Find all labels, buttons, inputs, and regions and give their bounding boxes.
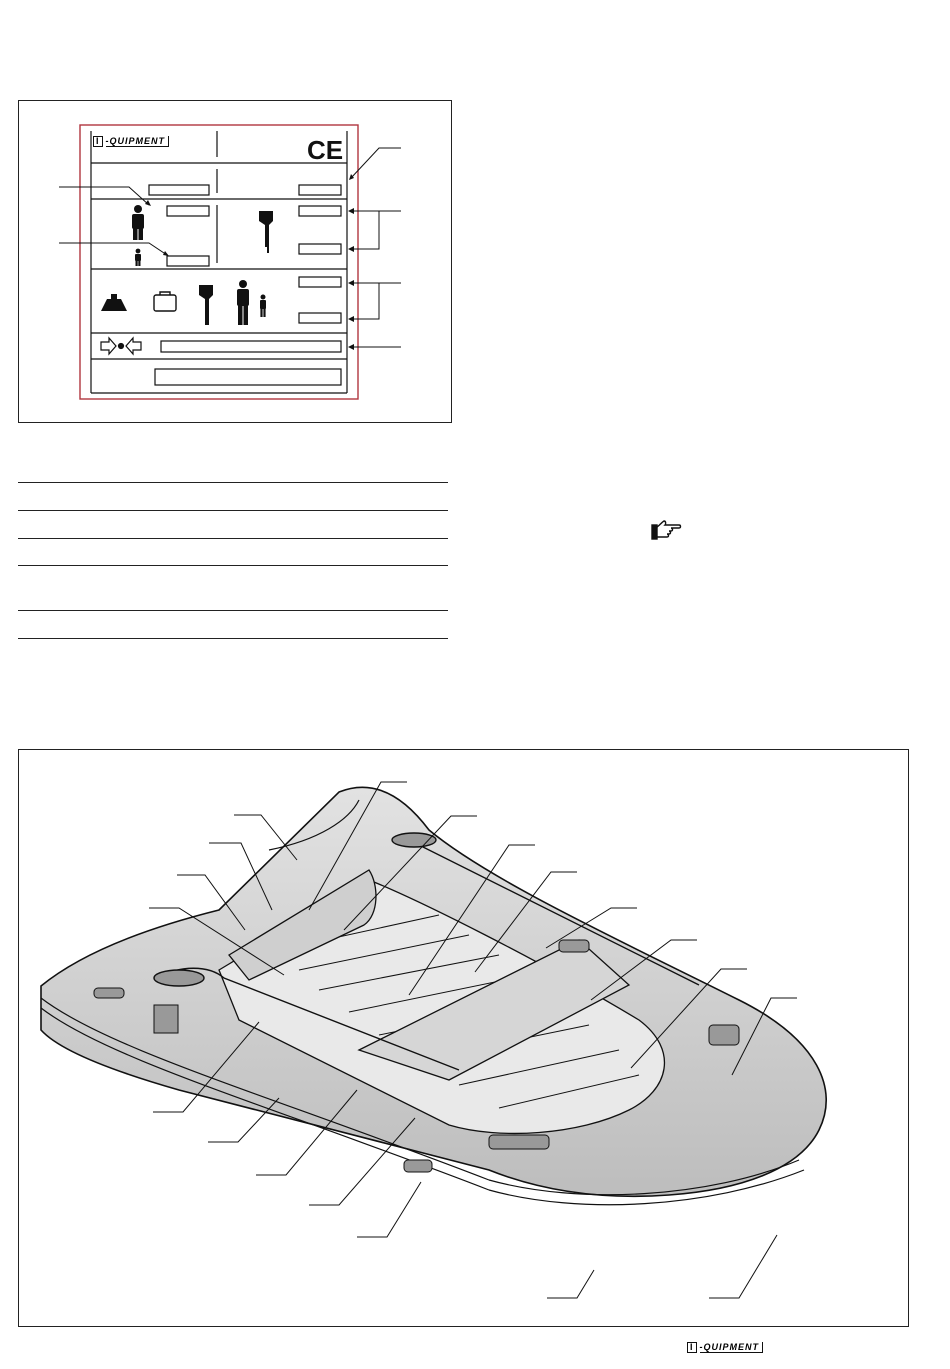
table-rule	[18, 538, 448, 539]
footer-logo	[687, 1342, 763, 1353]
footer-logo-box: I	[687, 1342, 697, 1353]
boat-drawing	[19, 750, 910, 1328]
child-person-icon	[135, 249, 141, 266]
adult-person-icon	[132, 205, 144, 240]
plate-logo-word: -QUIPMENT	[106, 136, 170, 147]
pointing-hand-icon	[650, 519, 686, 541]
luggage-icon	[154, 292, 176, 311]
outboard-motor-icon	[259, 211, 273, 253]
motor-icon	[199, 285, 213, 325]
plate-outline	[80, 125, 358, 399]
boat-figure	[18, 749, 909, 1327]
plate-logo-box: I	[93, 136, 103, 147]
table-rule	[18, 482, 448, 483]
table-rule	[18, 510, 448, 511]
pressure-arrows-icon	[101, 338, 141, 354]
table-rule	[18, 610, 448, 611]
plate-logo	[93, 136, 169, 147]
table-rule	[18, 638, 448, 639]
ce-mark: CE	[307, 135, 344, 165]
persons-icon	[237, 280, 266, 325]
capacity-plate-figure	[18, 100, 452, 423]
capacity-plate-drawing	[19, 101, 453, 424]
weight-icon	[101, 294, 127, 311]
footer-logo-word: -QUIPMENT	[700, 1342, 764, 1353]
table-rule	[18, 565, 448, 566]
